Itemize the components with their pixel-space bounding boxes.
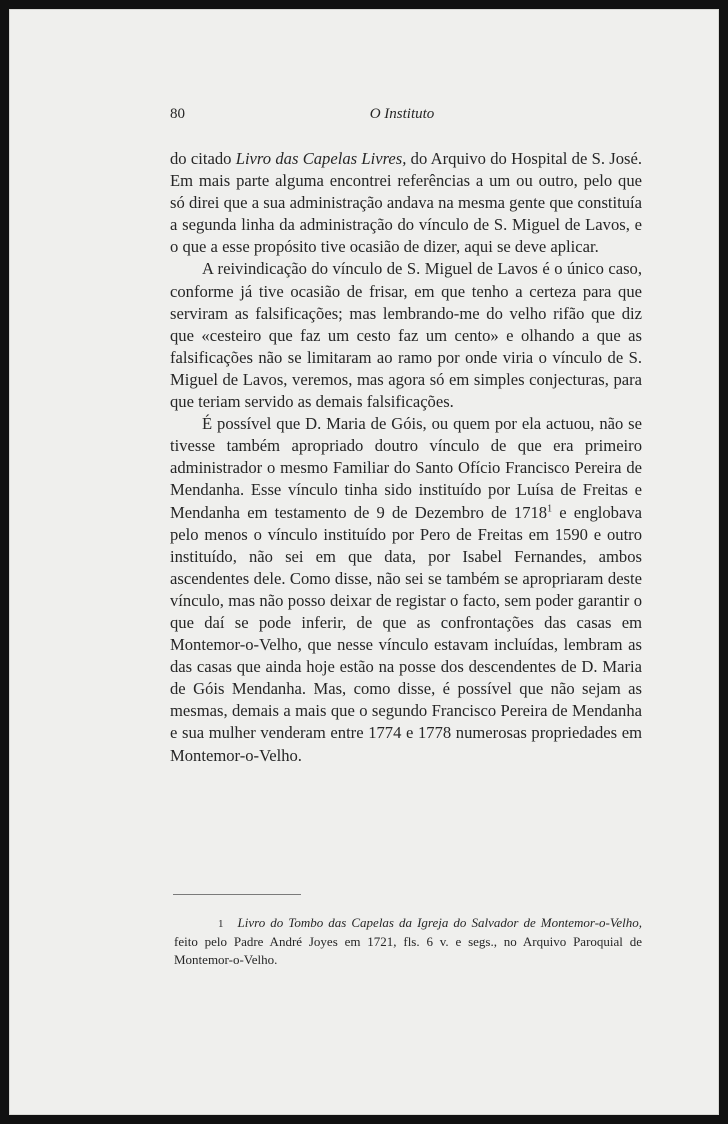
- footnote: [174, 914, 642, 969]
- footnote-number: 1: [218, 918, 224, 930]
- paragraph-1-text-a: do citado: [170, 149, 236, 168]
- running-header: [170, 106, 634, 130]
- paragraph-1: [170, 148, 642, 258]
- footnote-separator: [173, 894, 301, 895]
- paragraph-3-text-b: e englobava pelo menos o vínculo instituído por Pero de Freitas em 1590 e outro instituído, não sei em que data, por Isabel Fernandes, ambos ascendentes dele. Como disse, não sei se também se apropriaram deste vínculo, mas não posso deixar de registar o facto, sem poder garantir o que daí se pode inferir, de que as confrontações das casas em Montemor-o-Velho, que nesse vínculo estavam incluídas, lembram as das casas que ainda hoje estão na posse dos descendentes de D. Maria de Góis Mendanha. Mas, como disse, é possível que não sejam as mesmas, demais a mais que o segundo Francisco Pereira de Mendanha e sua mulher venderam entre 1774 e 1778 numerosas propriedades em Montemor-o-Velho.: [170, 502, 642, 765]
- book-page: [9, 9, 719, 1115]
- paragraph-2: A reivindicação do vínculo de S. Miguel de Lavos é o único caso, conforme já tive ocasião de frisar, em que tenho a certeza para que serviram as falsificações; mas lembrando-me do velho rifão que diz que «cesteiro que faz um cesto faz um cento» e olhando a que as falsificações não se limitaram ao ramo por onde viria o vínculo de S. Miguel de Lavos, veremos, mas agora só em simples conjecturas, para que teriam servido as demais falsificações.: [170, 259, 642, 412]
- footnote-source-title: Livro do Tombo das Capelas da Igreja do Salvador de Montemor-o-Velho,: [237, 915, 642, 930]
- paragraph-3: [170, 413, 642, 767]
- footnote-reference[interactable]: 1: [547, 502, 553, 514]
- paragraph-3-text-a: É possível que D. Maria de Góis, ou quem por ela actuou, não se tivesse também apropriado doutro vínculo de que era primeiro administrador o mesmo Familiar do Santo Ofício Francisco Pereira de Mendanha. Esse vínculo tinha sido instituído por Luísa de Freitas e Mendanha em testamento de 9 de Dezembro de 1718: [170, 414, 642, 522]
- book-title-livro-das-capelas: Livro das Capelas Livres,: [235, 149, 407, 168]
- page-number: 80: [170, 106, 185, 122]
- paragraph-1-text-b: do Arquivo do Hospital de S. José. Em mais parte alguma encontrei referências a um ou outro, pelo que só direi que a sua administração andava na mesma gente que constituía a segunda linha da administração do vínculo de S. Miguel de Lavos, e o que a esse propósito tive ocasião de dizer, aqui se deve aplicar.: [170, 149, 642, 257]
- body-text: [170, 148, 642, 767]
- journal-title: O Instituto: [369, 106, 435, 122]
- footnote-text: feito pelo Padre André Joyes em 1721, fls. 6 v. e segs., no Arquivo Paroquial de Montemor-o-Velho.: [174, 934, 642, 967]
